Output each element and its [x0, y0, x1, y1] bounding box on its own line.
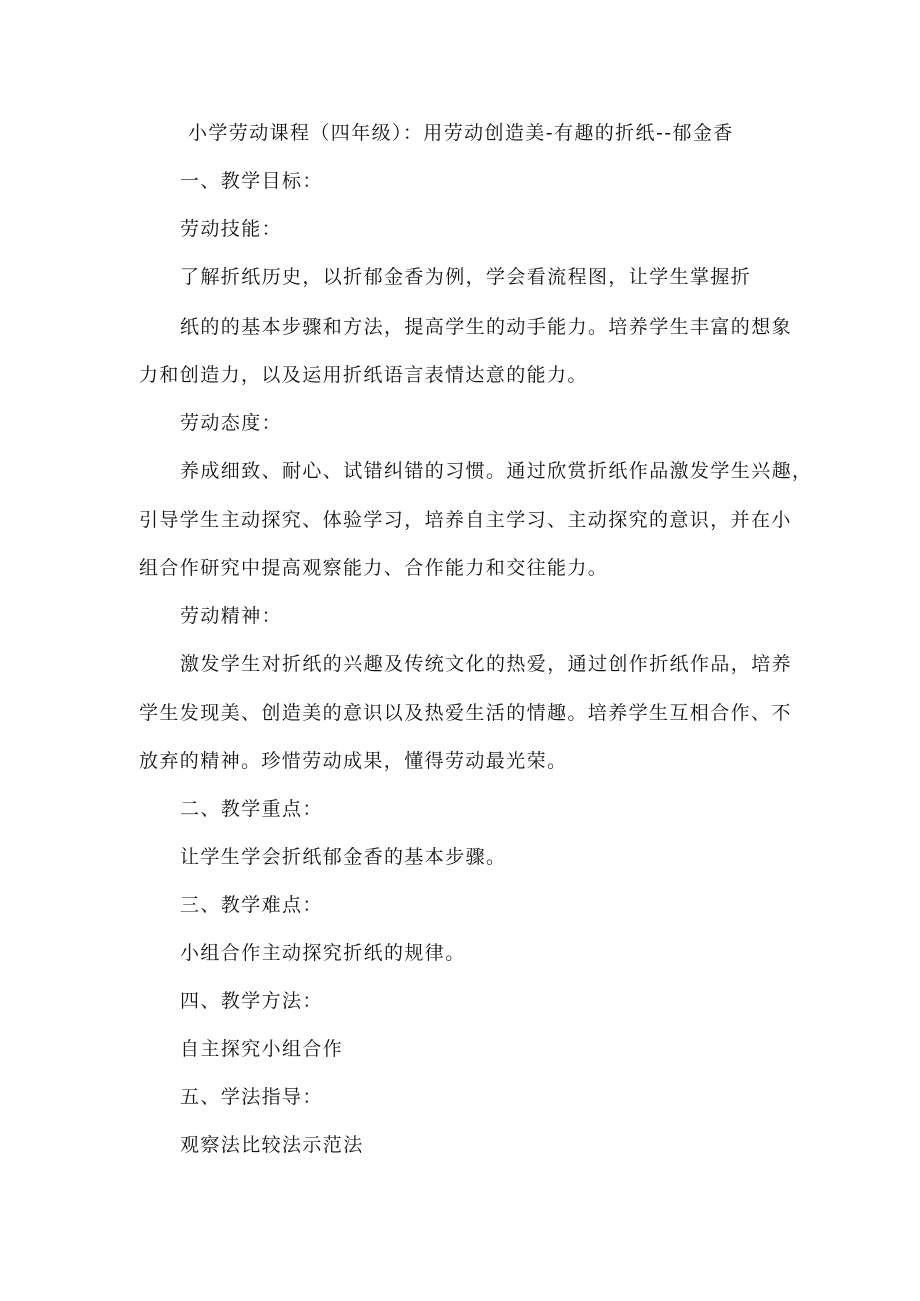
- paragraph-line: 引导学生主动探究、体验学习，培养自主学习、主动探究的意识，并在小: [139, 509, 792, 531]
- paragraph-line: 力和创造力，以及运用折纸语言表情达意的能力。: [139, 364, 588, 386]
- subheading-attitude: 劳动态度：: [180, 412, 283, 434]
- subheading-skills: 劳动技能：: [180, 218, 283, 240]
- paragraph-line: 激发学生对折纸的兴趣及传统文化的热爱，通过创作折纸作品，培养: [180, 653, 793, 675]
- paragraph-line: 纸的的基本步骤和方法，提高学生的动手能力。培养学生丰富的想象: [180, 316, 793, 338]
- paragraph-line: 小组合作主动探究折纸的规律。: [180, 942, 466, 964]
- subheading-spirit: 劳动精神：: [180, 605, 283, 627]
- paragraph-line: 放弃的精神。珍惜劳动成果，懂得劳动最光荣。: [139, 750, 568, 772]
- section-heading-study-guide: 五、学法指导：: [180, 1086, 323, 1108]
- paragraph-line: 自主探究小组合作: [180, 1038, 344, 1060]
- document-title: 小学劳动课程（四年级）：用劳动创造美-有趣的折纸--郁金香: [188, 122, 734, 144]
- paragraph-line: 了解折纸历史，以折郁金香为例，学会看流程图，让学生掌握折: [180, 266, 752, 288]
- paragraph-line: 学生发现美、创造美的意识以及热爱生活的情趣。培养学生互相合作、不: [139, 702, 792, 724]
- paragraph-line: 组合作研究中提高观察能力、合作能力和交往能力。: [139, 557, 609, 579]
- section-heading-key-points: 二、教学重点：: [180, 798, 323, 820]
- section-heading-difficulties: 三、教学难点：: [180, 894, 323, 916]
- paragraph-line: 养成细致、耐心、试错纠错的习惯。通过欣赏折纸作品激发学生兴趣，: [180, 460, 813, 482]
- paragraph-line: 让学生学会折纸郁金香的基本步骤。: [180, 846, 507, 868]
- section-heading-methods: 四、教学方法：: [180, 990, 323, 1012]
- section-heading-objectives: 一、教学目标：: [180, 170, 323, 192]
- paragraph-line: 观察法比较法示范法: [180, 1134, 364, 1156]
